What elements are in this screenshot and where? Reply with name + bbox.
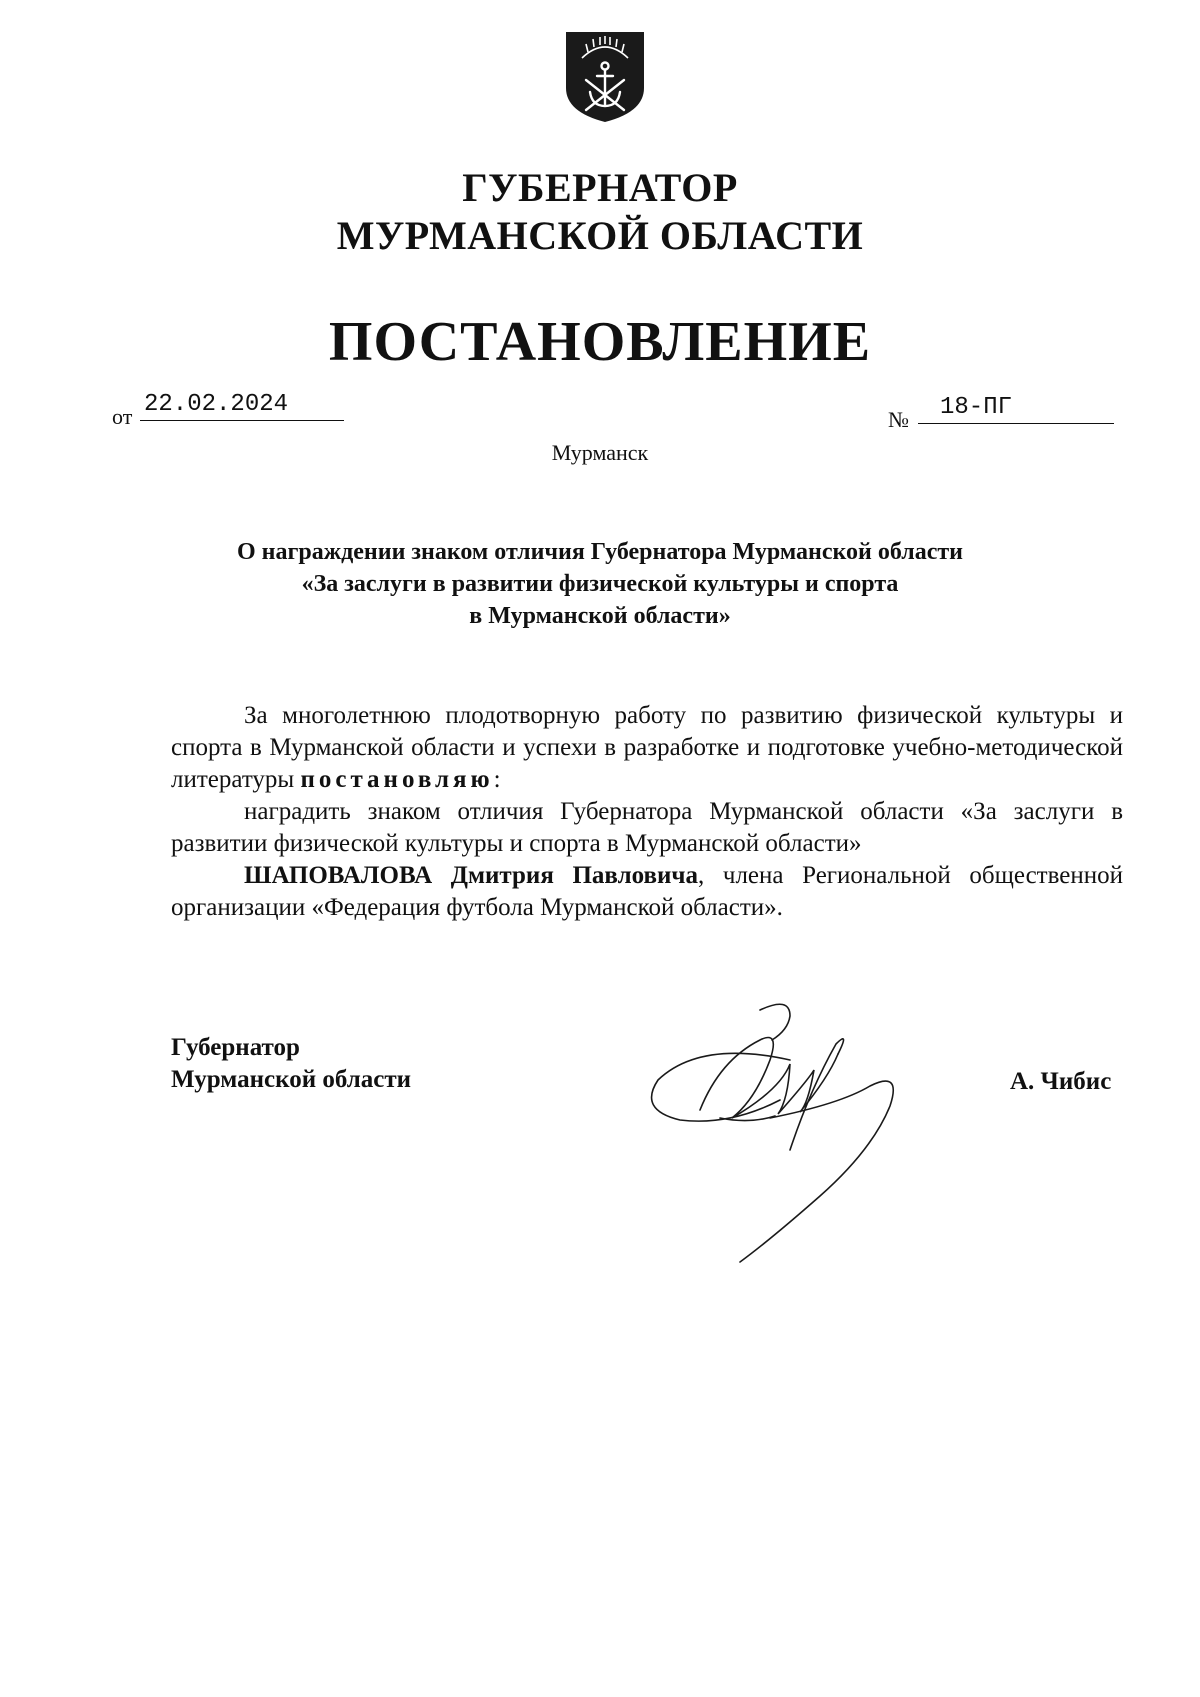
awardee-details: , члена Региональной общественной организации «Федерация футбола Мурманской области». [171,862,1123,921]
body-paragraph-2 [171,796,1123,860]
city-name: Мурманск [551,440,649,465]
subject-line1: О награждении знаком отличия Губернатора Мурманской области [236,539,964,565]
signatory-position-line2: Мурманской области [171,1066,412,1093]
number-prefix: № [888,407,909,432]
resolve-keyword: постановляю [300,766,494,793]
awardee-name: ШАПОВАЛОВА Дмитрия Павловича [244,862,698,889]
date-prefix: от [112,404,133,429]
issuer-title-line1: ГУБЕРНАТОР [462,165,738,210]
award-text: наградить знаком отличия Губернатора Мурманской области «За заслуги в развитии физической культуры и спорта в Мурманской области» [171,798,1123,857]
subject-line2: «За заслуги в развитии физической культуры и спорта [301,571,899,597]
date-value: 22.02.2024 [140,390,344,421]
body-paragraph-3 [171,860,1123,924]
signatory-position-line1: Губернатор [171,1034,300,1061]
coat-of-arms-icon [562,28,648,124]
issuer-title-line2: МУРМАНСКОЙ ОБЛАСТИ [336,213,864,258]
preamble-text: За многолетнюю плодотворную работу по развитию физической культуры и спорта в Мурманской области и успехи в разработке и подготовке учебно-методической литературы [171,702,1123,793]
signatory-position [171,1032,411,1096]
handwritten-signature [640,1000,940,1270]
number-value: 18-ПГ [918,393,1114,424]
body-paragraph-1 [171,700,1123,796]
subject-line3: в Мурманской области» [469,603,731,629]
preamble-tail: : [493,766,501,793]
signatory-name: А. Чибис [1010,1068,1112,1095]
document-subject [150,536,1050,632]
document-type-heading: ПОСТАНОВЛЕНИЕ [328,311,872,373]
document-body [171,700,1123,924]
